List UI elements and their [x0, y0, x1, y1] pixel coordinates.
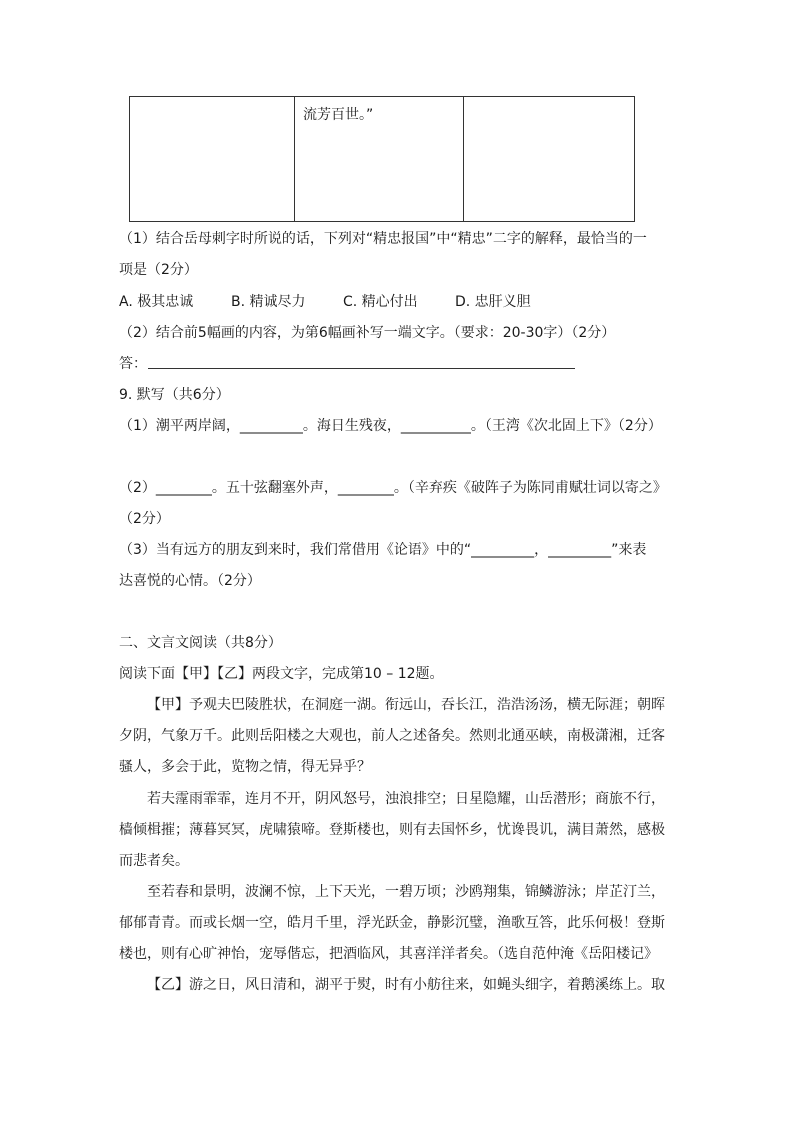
jia-p3-line1: 至若春和景明，波澜不惊，上下天光，一碧万顷；沙鸥翔集，锦鳞游泳；岸芷汀兰， — [147, 884, 665, 900]
jia-p2-line3: 而悲者矣。 — [119, 853, 189, 869]
jia-p2-line1: 若夫霪雨霏霏，连月不开，阴风怒号，浊浪排空；日星隐耀，山岳潜形；商旅不行， — [147, 791, 665, 807]
q8-part1-line1: （1）结合岳母刺字时所说的话，下列对“精忠报国”中“精忠”二字的解释，最恰当的一 — [119, 231, 647, 247]
q9-title: 9. 默写（共6分） — [119, 387, 230, 403]
jia-p1-line1: 【甲】予观夫巴陵胜状，在洞庭一湖。衔远山，吞长江，浩浩汤汤，横无际涯；朝晖 — [147, 697, 665, 713]
q8-part1-line2: 项是（2分） — [119, 262, 198, 278]
table-cell: 流芳百世。” — [295, 97, 464, 221]
q9-part3-line1: （3）当有远方的朋友到来时，我们常借用《论语》中的“_________，_________”来表 — [119, 542, 647, 558]
table-cell — [130, 97, 295, 221]
q8-options — [119, 292, 531, 312]
jia-p3-line3: 楼也，则有心旷神怡，宠辱偕忘，把酒临风，其喜洋洋者矣。（选自范仲淹《岳阳楼记》 — [119, 946, 658, 962]
option-b: B. 精诚尽力 — [231, 294, 306, 310]
option-a: A. 极其忠诚 — [119, 294, 194, 310]
q9-part3-line2: 达喜悦的心情。（2分） — [119, 573, 261, 589]
q9-part2-line2: （2分） — [119, 511, 170, 527]
section2-instruction: 阅读下面【甲】【乙】两段文字，完成第10 – 12题。 — [119, 666, 444, 682]
comic-caption-table — [129, 96, 635, 222]
option-c: C. 精心付出 — [343, 294, 418, 310]
answer-blank-line — [148, 368, 575, 369]
table-cell — [464, 97, 634, 221]
option-d: D. 忠肝义胆 — [455, 294, 531, 310]
yi-p1-line1: 【乙】游之日，风日清和，湖平于熨，时有小舫往来，如蝇头细字，着鹅溪练上。取 — [147, 977, 665, 993]
q8-part2: （2）结合前5幅画的内容，为第6幅画补写一端文字。（要求：20-30字）（2分） — [119, 325, 616, 341]
jia-p2-line2: 樯倾楫摧；薄暮冥冥，虎啸猿啼。登斯楼也，则有去国怀乡，忧谗畏讥，满目萧然，感极 — [119, 822, 665, 838]
answer-label: 答： — [119, 356, 147, 372]
jia-p1-line2: 夕阴，气象万千。此则岳阳楼之大观也，前人之述备矣。然则北通巫峡，南极潇湘，迁客 — [119, 728, 665, 744]
section2-title: 二、文言文阅读（共8分） — [119, 635, 282, 651]
q9-part2-line1: （2）________。五十弦翻塞外声，________。（辛弃疾《破阵子为陈同甫赋壮词以寄之》 — [119, 480, 667, 496]
jia-p1-line3: 骚人，多会于此，览物之情，得无异乎？ — [119, 759, 371, 775]
q9-part1: （1）潮平两岸阔，_________。海日生残夜，__________。（王湾《次北固上下》（2分） — [119, 418, 662, 434]
jia-p3-line2: 郁郁青青。而或长烟一空，皓月千里，浮光跃金，静影沉璧，渔歌互答，此乐何极！登斯 — [119, 915, 665, 931]
